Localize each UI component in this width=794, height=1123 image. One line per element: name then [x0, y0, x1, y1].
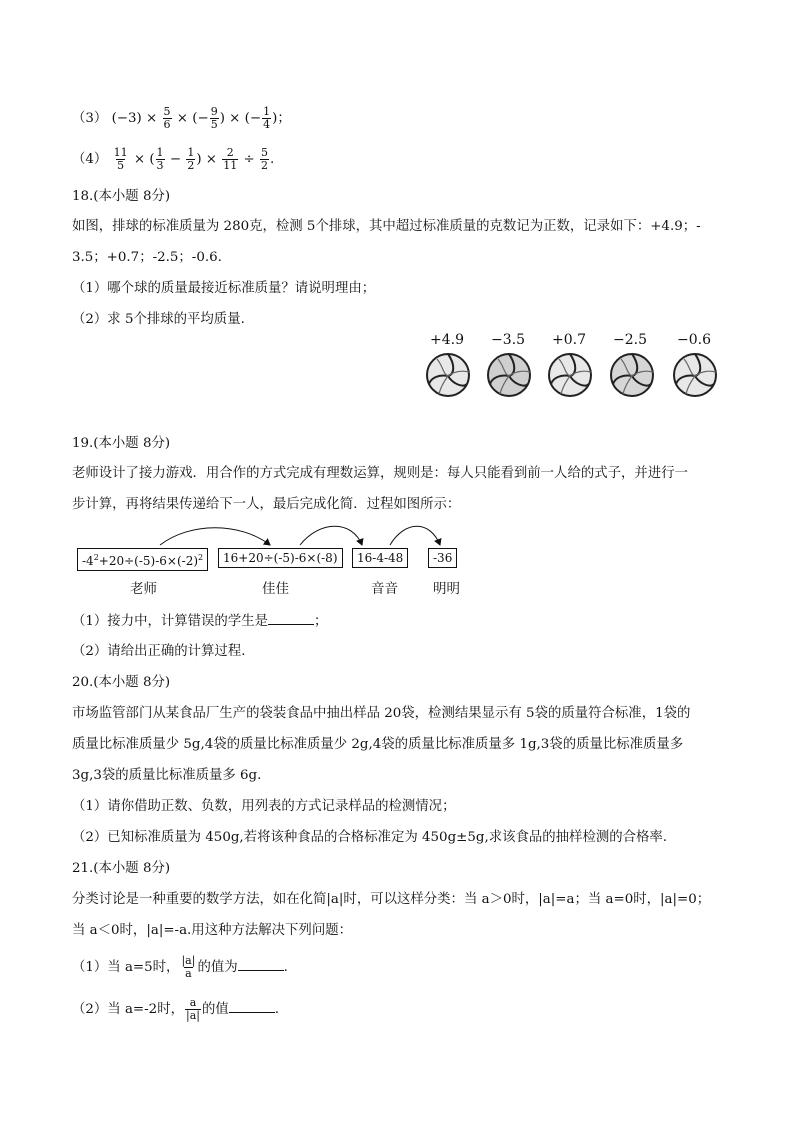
- q20-line2: 质量比标准质量少 5g,4袋的质量比标准质量少 2g,4袋的质量比标准质量多 1g,3袋的质量比标准质量多: [72, 737, 684, 752]
- ball-label: −3.5: [491, 332, 525, 348]
- relay-box-jiajia: 16+20÷(-5)-6×(-8): [218, 548, 343, 568]
- relay-box-teacher: $-4^2+20\div(-5)-6\times(-2)^2$: [77, 548, 208, 571]
- expr-part: × (−: [176, 111, 209, 126]
- fraction: $\frac{1}{4}$: [263, 105, 271, 131]
- expr-part: × (: [133, 152, 155, 167]
- q20-line1: 市场监管部门从某食品厂生产的袋装食品中抽出样品 20袋，检测结果显示有 5袋的质量符合标准，1袋的: [72, 706, 691, 721]
- fraction: $\frac{1}{2}$: [187, 146, 195, 172]
- ball-label: −0.6: [677, 332, 711, 348]
- fraction: $\frac{a}{|a|}$: [185, 996, 200, 1022]
- q19-sub1: （1）接力中，计算错误的学生是 ；: [72, 614, 328, 629]
- q18-line2: 3.5；+0.7；-2.5；-0.6.: [72, 250, 222, 265]
- fraction: $\frac{9}{5}$: [210, 105, 218, 131]
- q18-line1: 如图，排球的标准质量为 280克，检测 5个排球，其中超过标准质量的克数记为正数，记录如下：+4.9；-: [72, 219, 701, 234]
- expr-part: (−3) ×: [111, 111, 158, 126]
- q21-line1: 分类讨论是一种重要的数学方法，如在化简|a|时，可以这样分类：当 a＞0时，|a|=a；当 a=0时，|a|=0；: [72, 892, 711, 907]
- student-name: 佳佳: [262, 581, 289, 597]
- q21-sub1: （1）当 a=5时， $\frac{|a|}{a}$ 的值为 .: [72, 954, 288, 980]
- q19-sub2: （2）请给出正确的计算过程．: [72, 644, 255, 659]
- q19-line1: 老师设计了接力游戏．用合作的方式完成有理数运算，规则是：每人只能看到前一人给的式子，并进行一: [72, 466, 688, 481]
- q20-line3: 3g,3袋的质量比标准质量多 6g.: [72, 768, 262, 783]
- fraction: $\frac{2}{11}$: [223, 146, 238, 172]
- fraction: $\frac{11}{5}$: [113, 146, 128, 172]
- expr-part: ) ×: [196, 152, 218, 167]
- answer-blank[interactable]: [268, 612, 314, 625]
- q21-sub2: （2）当 a=-2时， $\frac{a}{|a|}$ 的值 .: [72, 996, 280, 1022]
- q20-sub1: （1）请你借助正数、负数，用列表的方式记录样品的检测情况；: [72, 799, 456, 814]
- answer-blank[interactable]: [229, 1000, 275, 1013]
- q19-line2: 步计算，再将结果传递给下一人，最后完成化简．过程如图所示：: [72, 497, 461, 512]
- relay-arrows: [0, 0, 794, 560]
- relay-box-yinyin: 16-4-48: [352, 548, 408, 568]
- ball-label: −2.5: [613, 332, 647, 348]
- expr-part: ) × (−: [219, 111, 262, 126]
- item-number: （4）: [72, 152, 108, 167]
- q20-sub2: （2）已知标准质量为 450g,若将该种食品的合格标准定为 450g±5g,求该食品的抽样检测的合格率.: [72, 830, 668, 845]
- expr-part: −: [169, 152, 182, 167]
- ball-label: +4.9: [430, 332, 464, 348]
- student-name: 音音: [371, 581, 398, 597]
- fraction: $\frac{|a|}{a}$: [181, 954, 196, 980]
- ball-label: +0.7: [552, 332, 586, 348]
- fraction: $\frac{5}{2}$: [261, 146, 269, 172]
- q18-sub2: （2）求 5个排球的平均质量.: [72, 312, 245, 327]
- q18-title: 18.(本小题 8分): [72, 189, 171, 204]
- q19-title: 19.(本小题 8分): [72, 436, 171, 451]
- q21-line2: 当 a＜0时，|a|=-a.用这种方法解决下列问题：: [72, 923, 352, 938]
- student-name: 老师: [130, 581, 157, 597]
- fraction: $\frac{5}{6}$: [163, 105, 171, 131]
- q21-title: 21.(本小题 8分): [72, 861, 171, 876]
- item-number: （3）: [72, 111, 108, 126]
- q18-sub1: （1）哪个球的质量最接近标准质量？请说明理由；: [72, 281, 376, 296]
- expr-part: )；: [272, 111, 291, 126]
- expr-part: .: [270, 152, 275, 167]
- q20-title: 20.(本小题 8分): [72, 675, 171, 690]
- answer-blank[interactable]: [238, 958, 284, 971]
- fraction: $\frac{1}{3}$: [156, 146, 164, 172]
- expr-part: ÷: [243, 152, 255, 167]
- relay-box-mingming: -36: [428, 548, 457, 568]
- student-name: 明明: [433, 581, 460, 597]
